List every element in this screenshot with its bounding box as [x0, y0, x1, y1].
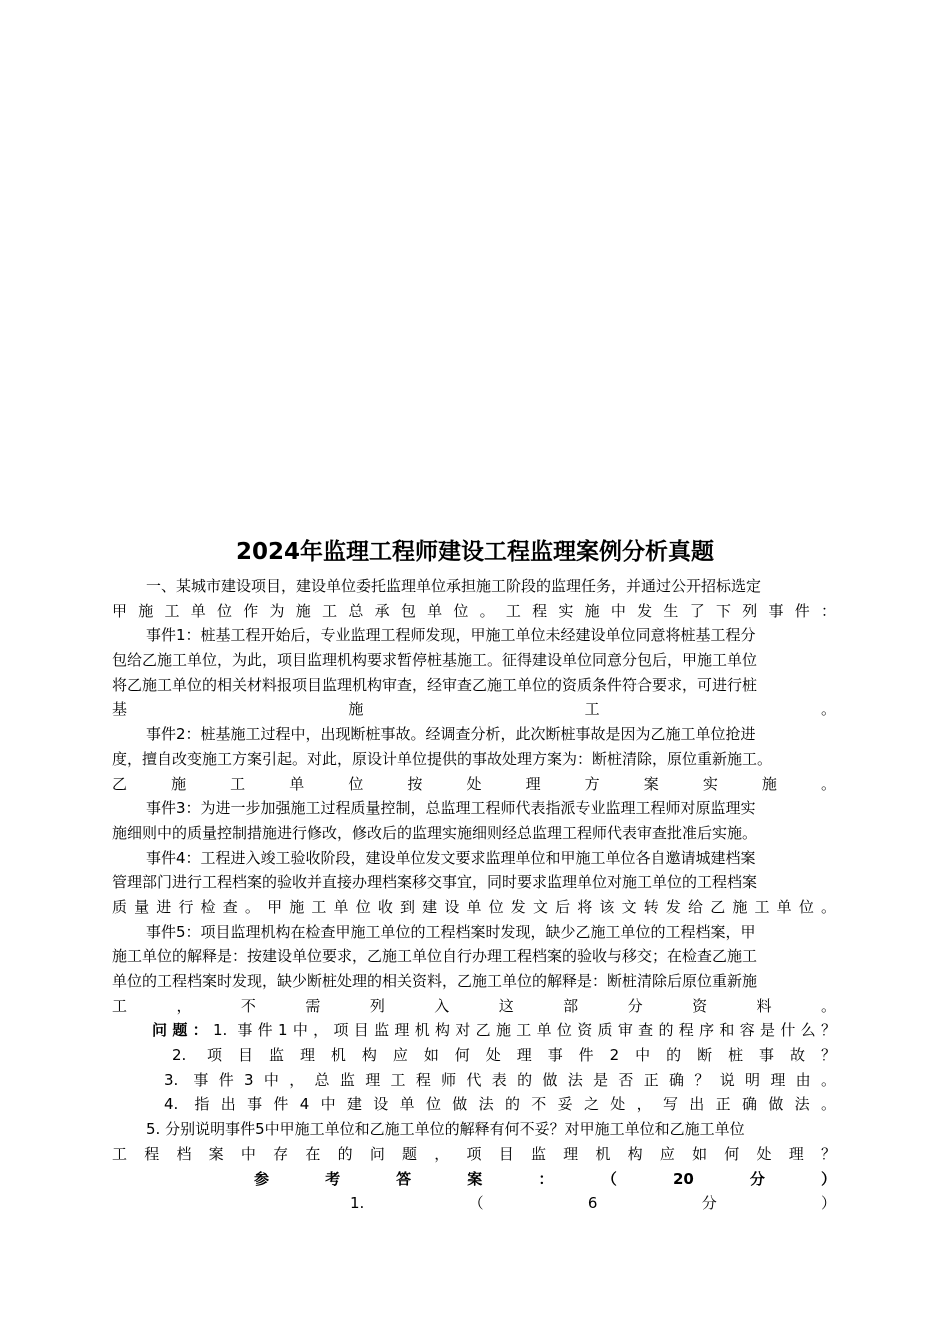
question-line: 工程档案中存在的问题，项目监理机构应如何处理？	[112, 1144, 836, 1163]
paragraph-line: 将乙施工单位的相关材料报项目监理机构审查，经审查乙施工单位的资质条件符合要求，可进行桩	[112, 675, 758, 694]
paragraph-line: 一、某城市建设项目，建设单位委托监理单位承担施工阶段的监理任务，并通过公开招标选定	[146, 577, 762, 595]
question-text: 1. 事件1中，项目监理机构对乙施工单位资质审查的程序和容是什么？	[212, 1021, 836, 1040]
paragraph-line: 管理部门进行工程档案的验收并直接办理档案移交事宜，同时要求监理单位对施工单位的工程档案	[112, 873, 758, 892]
answer-item: 1.（6分）	[350, 1194, 836, 1213]
paragraph-line: 基施工。	[112, 700, 836, 719]
paragraph-line: 施细则中的质量控制措施进行修改，修改后的监理实施细则经总监理工程师代表审查批准后实施。	[112, 823, 758, 842]
question-line: 5. 分别说明事件5中甲施工单位和乙施工单位的解释有何不妥？对甲施工单位和乙施工单位	[146, 1120, 745, 1139]
paragraph-line: 乙施工单位按处理方案实施。	[112, 774, 836, 793]
paragraph-line: 事件4：工程进入竣工验收阶段，建设单位发文要求监理单位和甲施工单位各自邀请城建档案	[146, 848, 756, 867]
paragraph-line: 事件2：桩基施工过程中，出现断桩事故。经调查分析，此次断桩事故是因为乙施工单位抢进	[146, 725, 756, 744]
paragraph-line: 事件3：为进一步加强施工过程质量控制，总监理工程师代表指派专业监理工程师对原监理实	[146, 799, 756, 818]
document-body	[112, 574, 836, 1216]
paragraph-line: 工，不需列入这部分资料。	[112, 996, 836, 1015]
paragraph-line: 甲施工单位作为施工总承包单位。工程实施中发生了下列事件：	[112, 601, 836, 620]
paragraph-line: 单位的工程档案时发现，缺少断桩处理的相关资料，乙施工单位的解释是：断桩清除后原位重新施	[112, 972, 758, 990]
document-title: 2024年监理工程师建设工程监理案例分析真题	[235, 539, 714, 565]
paragraph-line: 施工单位的解释是：按建设单位要求，乙施工单位自行办理工程档案的验收与移交；在检查乙施工	[112, 947, 758, 966]
question-line: 3. 事件3中，总监理工程师代表的做法是否正确？说明理由。	[164, 1070, 836, 1089]
paragraph-line: 度，擅自改变施工方案引起。对此，原设计单位提供的事故处理方案为：断桩清除，原位重新施工。	[112, 749, 773, 768]
paragraph-line: 事件5：项目监理机构在检查甲施工单位的工程档案时发现，缺少乙施工单位的工程档案，甲	[146, 922, 756, 941]
question-line: 4. 指出事件4中建设单位做法的不妥之处，写出正确做法。	[164, 1095, 836, 1114]
paragraph-line: 质量进行检查。甲施工单位收到建设单位发文后将该文转发给乙施工单位。	[112, 897, 836, 916]
paragraph-line: 事件1：桩基工程开始后，专业监理工程师发现，甲施工单位未经建设单位同意将桩基工程分	[146, 626, 756, 645]
question-line	[112, 1018, 836, 1043]
question-line: 2. 项目监理机构应如何处理事件2中的断桩事故？	[172, 1046, 836, 1065]
answer-heading: 参考答案：（20分）	[254, 1169, 836, 1188]
paragraph-line: 包给乙施工单位，为此，项目监理机构要求暂停桩基施工。征得建设单位同意分包后，甲施工单位	[112, 651, 758, 670]
questions-label: 问题：	[152, 1021, 213, 1040]
